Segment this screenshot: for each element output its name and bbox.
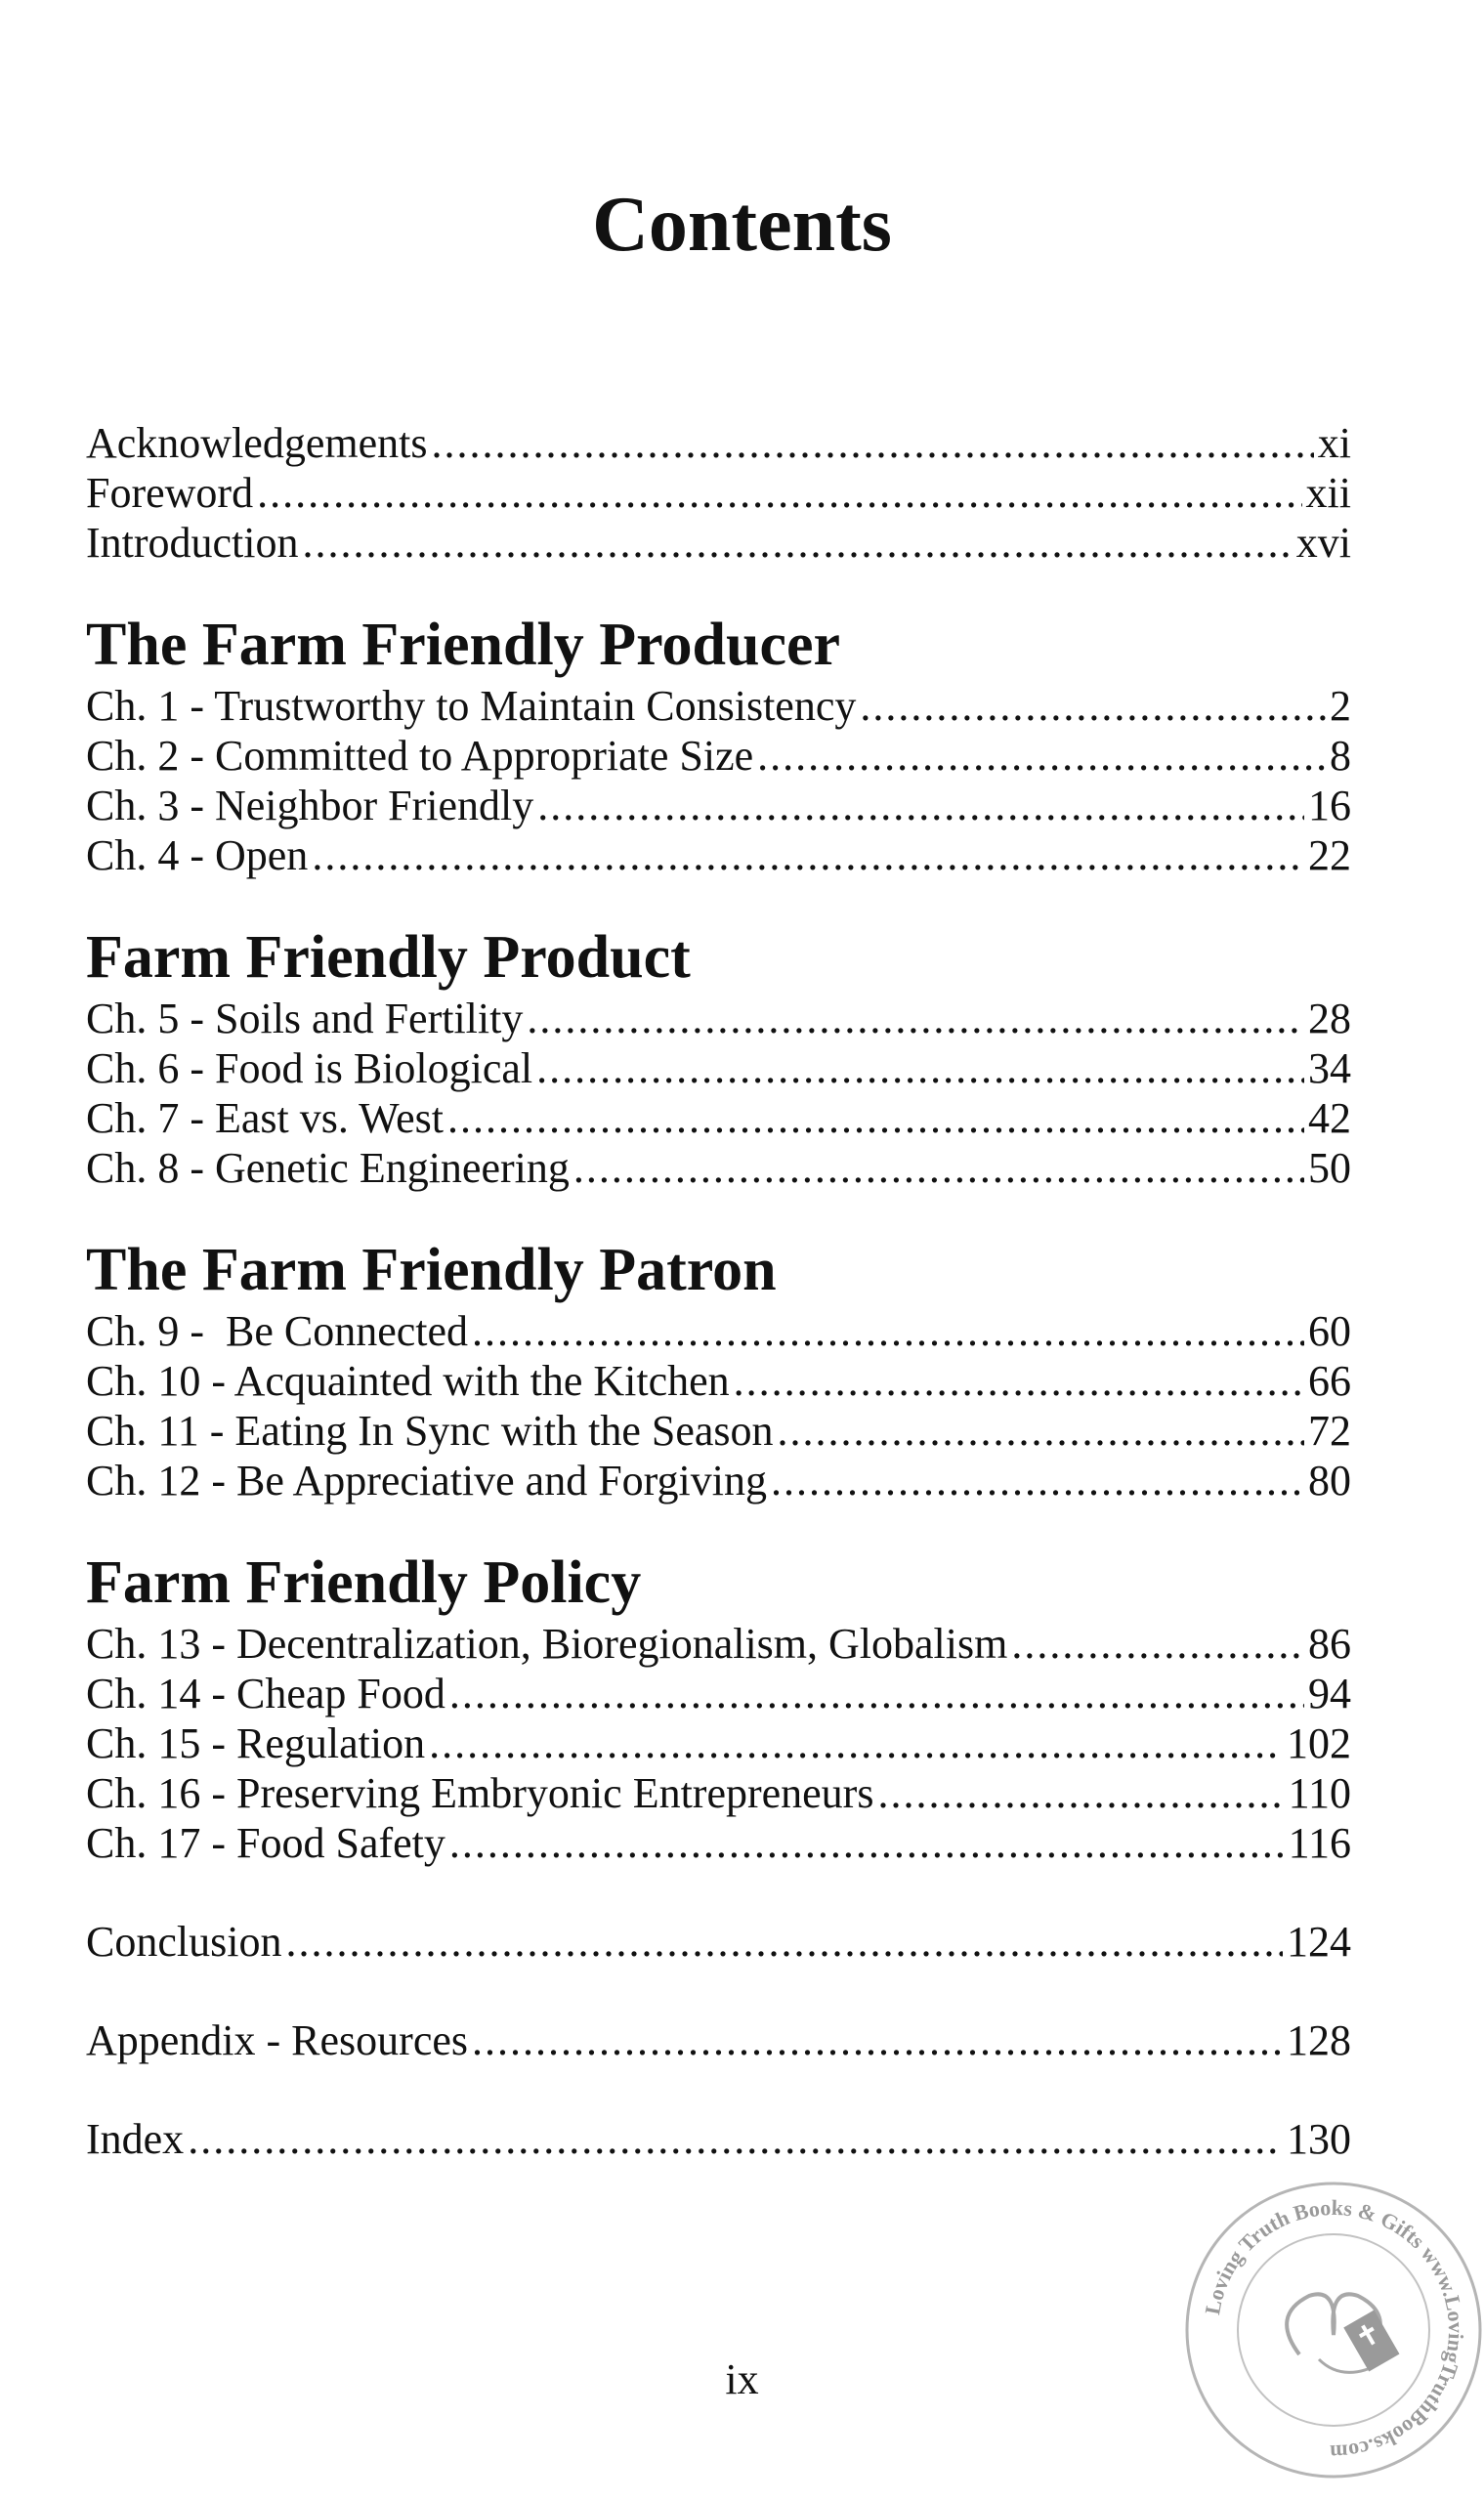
dot-leader [527, 994, 1304, 1043]
toc-entry-label: Ch. 11 - Eating In Sync with the Season [86, 1407, 774, 1455]
dot-leader [472, 2015, 1283, 2065]
toc-entry [86, 1818, 1351, 1868]
toc-entry [86, 1043, 1351, 1093]
toc-entry-label: Ch. 8 - Genetic Engineering [86, 1144, 570, 1192]
toc-entry [86, 1669, 1351, 1718]
toc-entry-page: 86 [1308, 1620, 1351, 1668]
table-of-contents [86, 418, 1351, 2164]
toc-entry-label: Ch. 10 - Acquainted with the Kitchen [86, 1357, 730, 1405]
toc-entry-acknowledgements [86, 418, 1351, 468]
dot-leader [447, 1093, 1304, 1143]
section-heading-patron: The Farm Friendly Patron [86, 1237, 777, 1303]
toc-entry-label: Acknowledgements [86, 419, 428, 467]
toc-entry-label: Index [86, 2115, 185, 2163]
toc-entry-label: Ch. 9 - Be Connected [86, 1307, 469, 1355]
toc-entry-label: Ch. 15 - Regulation [86, 1719, 426, 1767]
dot-leader [312, 830, 1304, 880]
dot-leader [537, 781, 1304, 830]
dot-leader [771, 1456, 1304, 1505]
toc-entry-conclusion [86, 1917, 1351, 1967]
toc-entry-label: Ch. 6 - Food is Biological [86, 1044, 533, 1092]
dot-leader [188, 2114, 1283, 2164]
toc-entry [86, 1093, 1351, 1143]
dot-leader [285, 1917, 1283, 1967]
book-icon [1343, 2310, 1399, 2372]
toc-entry-label: Ch. 5 - Soils and Fertility [86, 995, 524, 1042]
toc-entry-page: 2 [1330, 682, 1351, 730]
page-number: ix [725, 2355, 759, 2403]
toc-entry [86, 1406, 1351, 1456]
toc-entry-label: Ch. 3 - Neighbor Friendly [86, 782, 534, 829]
toc-entry-page: 42 [1308, 1094, 1351, 1142]
toc-entry-page: 94 [1308, 1670, 1351, 1717]
dot-leader [472, 1306, 1304, 1356]
toc-entry [86, 781, 1351, 830]
toc-entry [86, 994, 1351, 1043]
toc-entry-page: 28 [1308, 995, 1351, 1042]
toc-entry-page: xii [1305, 469, 1351, 517]
toc-entry [86, 830, 1351, 880]
toc-entry-label: Ch. 7 - East vs. West [86, 1094, 444, 1142]
page-title: Contents [592, 182, 892, 268]
dot-leader [877, 1768, 1284, 1818]
toc-entry-label: Ch. 14 - Cheap Food [86, 1670, 445, 1717]
toc-entry-page: 110 [1288, 1769, 1351, 1817]
dot-leader [1011, 1619, 1304, 1669]
dot-leader [257, 468, 1301, 518]
toc-entry-appendix [86, 2015, 1351, 2065]
toc-entry-page: 130 [1287, 2115, 1351, 2163]
toc-entry-label: Ch. 4 - Open [86, 831, 309, 879]
dot-leader [757, 731, 1326, 781]
toc-entry-page: 116 [1288, 1819, 1351, 1867]
toc-entry-page: 102 [1287, 1719, 1351, 1767]
toc-entry-page: 60 [1308, 1307, 1351, 1355]
toc-entry-foreword [86, 468, 1351, 518]
toc-entry-label: Ch. 12 - Be Appreciative and Forgiving [86, 1457, 767, 1505]
toc-entry-page: 8 [1330, 732, 1351, 780]
toc-entry-label: Ch. 1 - Trustworthy to Maintain Consistency [86, 682, 857, 730]
toc-entry-label: Ch. 16 - Preserving Embryonic Entrepreneurs [86, 1769, 874, 1817]
toc-entry-page: 80 [1308, 1457, 1351, 1505]
dot-leader [449, 1818, 1285, 1868]
section-heading-producer: The Farm Friendly Producer [86, 612, 841, 678]
toc-entry-page: 22 [1308, 831, 1351, 879]
toc-entry-label: Conclusion [86, 1918, 282, 1966]
toc-entry-page: 72 [1308, 1407, 1351, 1455]
toc-entry-introduction [86, 518, 1351, 568]
toc-entry-page: 34 [1308, 1044, 1351, 1092]
toc-entry-label: Ch. 2 - Committed to Appropriate Size [86, 732, 754, 780]
toc-entry [86, 1619, 1351, 1669]
toc-entry [86, 1306, 1351, 1356]
toc-entry [86, 681, 1351, 731]
toc-entry [86, 1718, 1351, 1768]
dot-leader [449, 1669, 1304, 1718]
toc-entry [86, 731, 1351, 781]
dot-leader [778, 1406, 1304, 1456]
section-heading-policy: Farm Friendly Policy [86, 1549, 642, 1616]
toc-entry-page: 124 [1287, 1918, 1351, 1966]
toc-entry-label: Introduction [86, 519, 299, 567]
dot-leader [431, 418, 1313, 468]
toc-entry-page: 16 [1308, 782, 1351, 829]
dot-leader [536, 1043, 1304, 1093]
toc-entry [86, 1768, 1351, 1818]
toc-entry-page: 50 [1308, 1144, 1351, 1192]
toc-entry-label: Foreword [86, 469, 254, 517]
watermark-seal [1172, 2169, 1484, 2491]
toc-entry-label: Ch. 17 - Food Safety [86, 1819, 445, 1867]
toc-entry-index [86, 2114, 1351, 2164]
dot-leader [860, 681, 1326, 731]
dot-leader [573, 1143, 1304, 1193]
dot-leader [429, 1718, 1283, 1768]
toc-entry-page: xvi [1295, 519, 1351, 567]
dot-leader [734, 1356, 1304, 1406]
toc-entry-page: xi [1317, 419, 1351, 467]
toc-entry-label: Ch. 13 - Decentralization, Bioregionalism, Globalism [86, 1620, 1008, 1668]
toc-entry [86, 1143, 1351, 1193]
toc-entry-label: Appendix - Resources [86, 2016, 469, 2064]
toc-entry-page: 66 [1308, 1357, 1351, 1405]
section-heading-product: Farm Friendly Product [86, 924, 691, 991]
toc-entry [86, 1356, 1351, 1406]
dot-leader [303, 518, 1293, 568]
watermark-text: Loving Truth Books & Gifts www.LovingTruthBooks.com [1200, 2194, 1469, 2466]
toc-entry [86, 1456, 1351, 1505]
toc-entry-page: 128 [1287, 2016, 1351, 2064]
